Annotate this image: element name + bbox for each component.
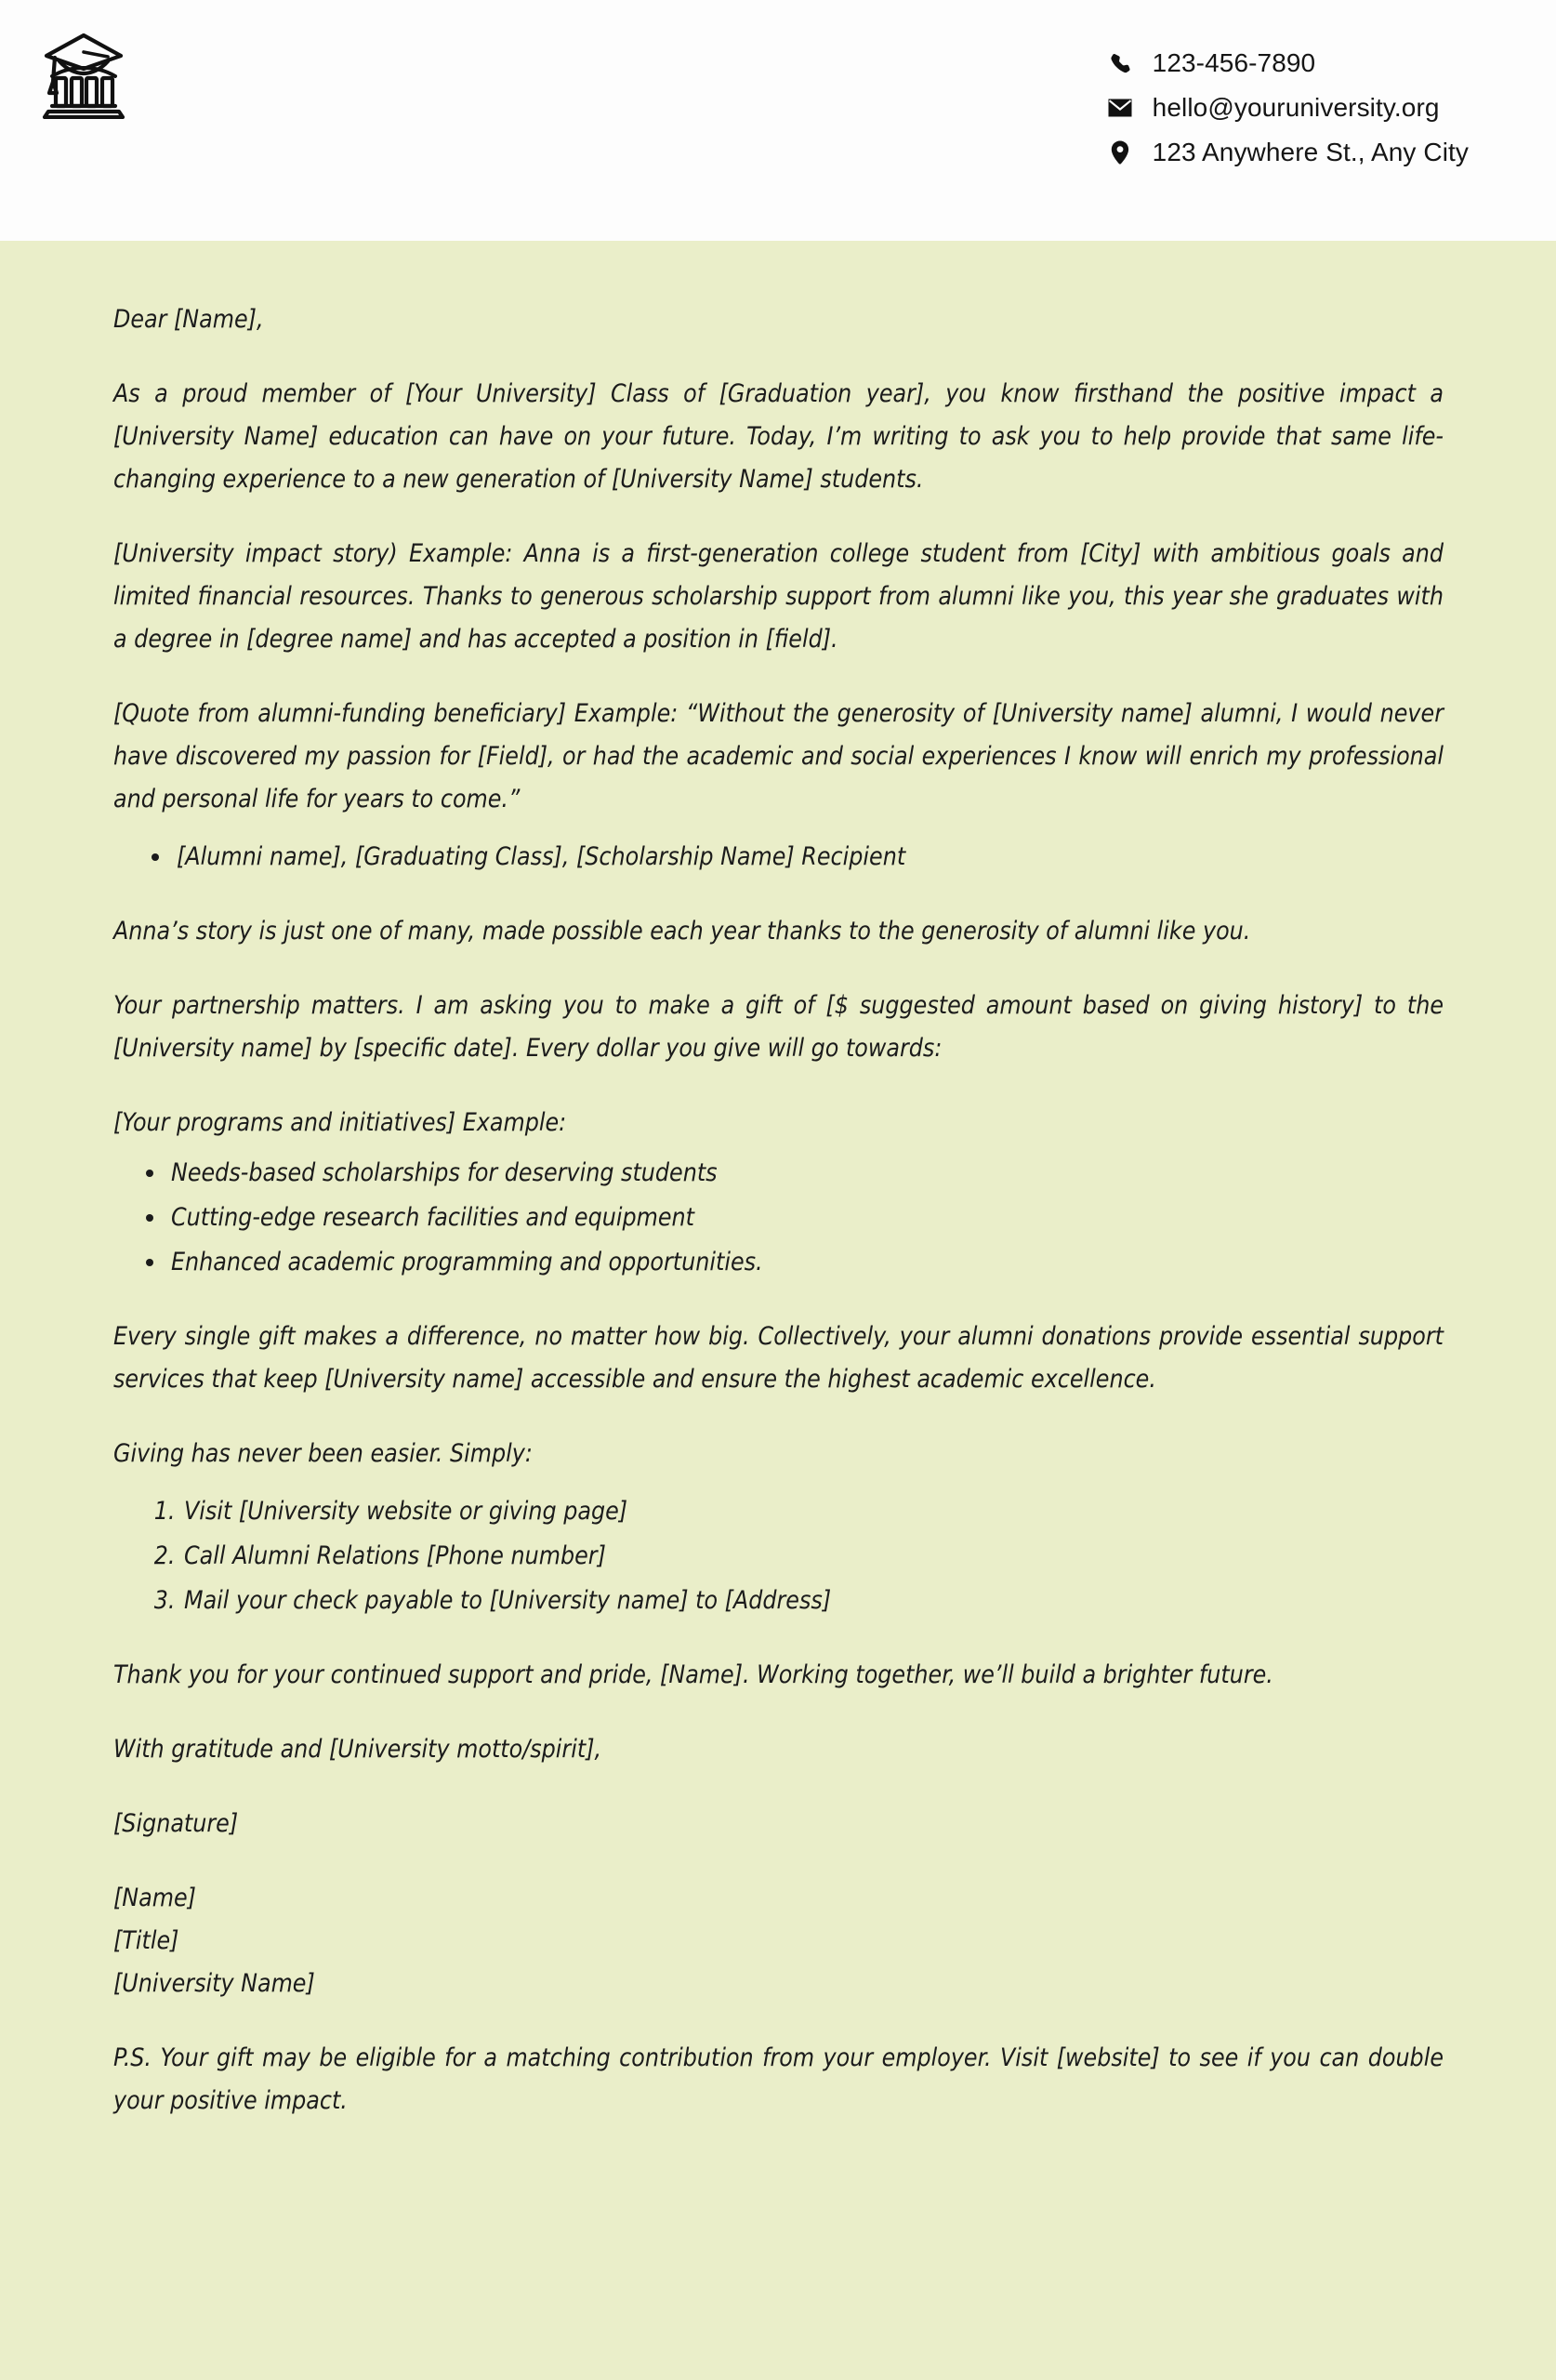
signer-name: [Name] bbox=[113, 1884, 196, 1912]
list-item: 1. Visit [University website or giving page] bbox=[182, 1490, 1444, 1533]
signer-title: [Title] bbox=[113, 1926, 179, 1955]
list-item: 3. Mail your check payable to [University name] to [Address] bbox=[182, 1580, 1444, 1622]
envelope-icon bbox=[1108, 96, 1132, 120]
letter-body-section bbox=[0, 241, 1556, 2380]
contact-row-email bbox=[1108, 93, 1440, 123]
email-address-text: hello@youruniversity.org bbox=[1152, 93, 1440, 122]
signature-placeholder: [Signature] bbox=[113, 1809, 239, 1838]
list-item: 2. Call Alumni Relations [Phone number] bbox=[182, 1535, 1444, 1578]
postscript-paragraph: P.S. Your gift may be eligible for a matching contribution from your employer. Visit [website] to see if you can double your positive impact. bbox=[113, 2043, 1444, 2115]
paragraph-intro: As a proud member of [Your University] Class of [Graduation year], you know firsthand the positive impact a [University Name] education can have on your future. Today, I’m writing to ask you to help provide that same life-changing experience to a new generation of [University Name] students. bbox=[113, 379, 1444, 494]
list-item: • Enhanced academic programming and opportunities. bbox=[167, 1241, 1444, 1284]
giving-heading: Giving has never been easier. Simply: bbox=[113, 1439, 533, 1468]
quote-attribution-list bbox=[113, 836, 1444, 879]
letter-content bbox=[113, 298, 1444, 2122]
paragraph-thank-you: Thank you for your continued support and pride, [Name]. Working together, we’ll build a brighter future. bbox=[113, 1660, 1273, 1689]
programs-heading: [Your programs and initiatives] Example: bbox=[113, 1108, 567, 1137]
phone-number-text: 123-456-7890 bbox=[1152, 48, 1316, 77]
letterhead-header bbox=[0, 0, 1556, 241]
paragraph-beneficiary-quote: [Quote from alumni-funding beneficiary] Example: “Without the generosity of [University name] alumni, I would never have discovered my passion for [Field], or had the academic and social experiences I know will enrich my professional and personal life for years to come.” bbox=[113, 699, 1444, 813]
list-item: • Cutting-edge research facilities and equipment bbox=[167, 1197, 1444, 1239]
paragraph-anna-story-summary: Anna’s story is just one of many, made possible each year thanks to the generosity of alumni like you. bbox=[113, 917, 1251, 945]
contact-row-phone bbox=[1108, 48, 1316, 78]
paragraph-impact-story: [University impact story) Example: Anna is a first-generation college student from [City] with ambitious goals and limited financial resources. Thanks to generous scholarship support from alumni like you, this year she graduates with a degree in [degree name] and has accepted a position in [field]. bbox=[113, 539, 1444, 654]
salutation-line: Dear [Name], bbox=[113, 305, 264, 334]
giving-steps-list bbox=[113, 1490, 1444, 1622]
programs-and-initiatives-list bbox=[113, 1152, 1444, 1284]
list-item: • [Alumni name], [Graduating Class], [Scholarship Name] Recipient bbox=[173, 836, 1444, 879]
paragraph-every-gift-matters: Every single gift makes a difference, no matter how big. Collectively, your alumni donations provide essential support services that keep [University name] accessible and ensure the highest academic excellence. bbox=[113, 1322, 1444, 1394]
location-pin-icon bbox=[1108, 140, 1132, 165]
contact-row-address bbox=[1108, 138, 1469, 167]
street-address-text: 123 Anywhere St., Any City bbox=[1152, 138, 1469, 166]
closing-line: With gratitude and [University motto/spirit], bbox=[113, 1735, 602, 1764]
paragraph-gift-ask: Your partnership matters. I am asking you to make a gift of [$ suggested amount based on giving history] to the [University name] by [specific date]. Every dollar you give will go towards: bbox=[113, 991, 1444, 1063]
university-graduation-cap-building-logo-icon bbox=[39, 28, 128, 119]
contact-info-block bbox=[1108, 48, 1469, 167]
signature-block bbox=[113, 1877, 1444, 2005]
phone-icon bbox=[1108, 51, 1132, 75]
signer-organization: [University Name] bbox=[113, 1969, 315, 1998]
list-item: • Needs-based scholarships for deserving students bbox=[167, 1152, 1444, 1195]
